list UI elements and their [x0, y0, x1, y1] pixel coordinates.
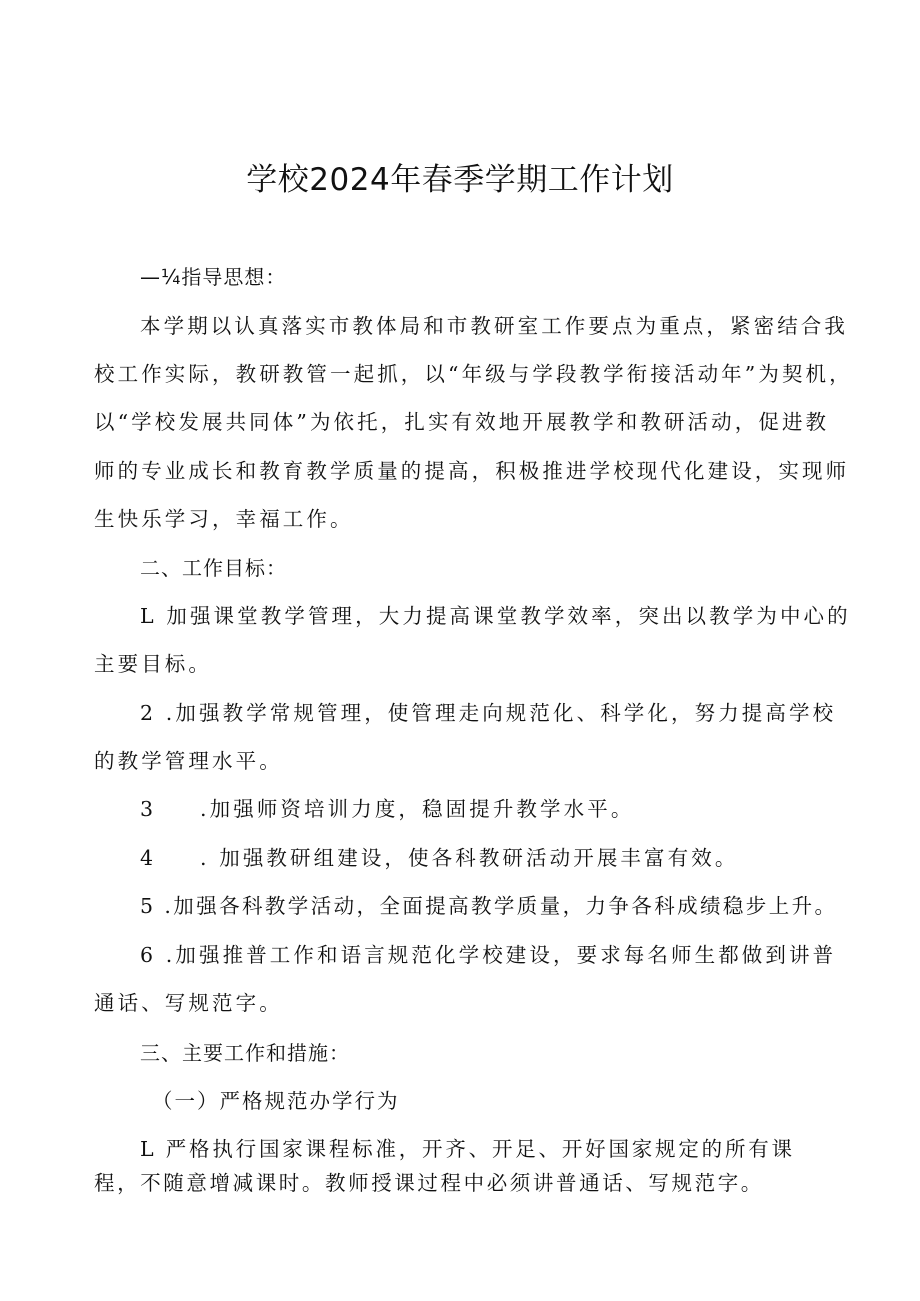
- list-item-goal-4: [140, 843, 738, 873]
- list-item-goal-3: [140, 794, 634, 824]
- section-heading-guiding-thought: —¼指导思想：: [140, 265, 287, 289]
- paragraph-line: 校工作实际，教研教管一起抓，以“年级与学段教学衔接活动年”为契机，: [94, 362, 853, 386]
- item-text: . 加强教研组建设，使各科教研活动开展丰富有效。: [200, 846, 739, 870]
- list-item-continuation: 程，不随意增减课时。教师授课过程中必须讲普通话、写规范字。: [94, 1171, 764, 1195]
- item-text: .加强各科教学活动，全面提高教学质量，力争各科成绩稳步上升。: [164, 894, 838, 918]
- item-text: .加强师资培训力度，稳固提升教学水平。: [200, 797, 635, 821]
- item-number: 5: [140, 894, 156, 918]
- item-number: L: [140, 604, 157, 628]
- list-item-goal-2: [140, 698, 836, 728]
- item-number: 3: [140, 797, 157, 821]
- list-item-goal-1: [140, 601, 851, 631]
- list-item-continuation: 的教学管理水平。: [94, 749, 283, 773]
- item-number: 6: [140, 943, 157, 967]
- list-item-measure-1: [140, 1134, 795, 1164]
- item-number: L: [140, 1137, 157, 1161]
- paragraph-line: 以“学校发展共同体”为依托，扎实有效地开展教学和教研活动，促进教: [94, 410, 830, 434]
- item-text: .加强推普工作和语言规范化学校建设，要求每名师生都做到讲普: [165, 943, 837, 967]
- item-text: .加强教学常规管理，使管理走向规范化、科学化，努力提高学校: [165, 701, 837, 725]
- paragraph-line: 本学期以认真落实市教体局和市教研室工作要点为重点，紧密结合我: [140, 314, 848, 338]
- list-item-continuation: 主要目标。: [94, 652, 212, 676]
- item-number: 2: [140, 701, 157, 725]
- item-text: 严格执行国家课程标准，开齐、开足、开好国家规定的所有课: [165, 1137, 795, 1161]
- document-title: 学校2024年春季学期工作计划: [246, 162, 674, 198]
- list-item-goal-6: [140, 940, 836, 970]
- paragraph-line: 师的专业成长和教育教学质量的提高，积极推进学校现代化建设，实现师: [94, 459, 850, 483]
- subsection-heading: （一）严格规范办学行为: [152, 1089, 400, 1113]
- list-item-goal-5: [140, 891, 837, 921]
- item-text: 加强课堂教学管理，大力提高课堂教学效率，突出以教学为中心的: [166, 604, 851, 628]
- list-item-continuation: 通话、写规范字。: [94, 991, 283, 1015]
- item-number: 4: [140, 846, 157, 870]
- paragraph-line: 生快乐学习，幸福工作。: [94, 507, 354, 531]
- section-heading-goals: 二、工作目标：: [140, 556, 287, 580]
- section-heading-main-work: 三、主要工作和措施：: [140, 1041, 350, 1065]
